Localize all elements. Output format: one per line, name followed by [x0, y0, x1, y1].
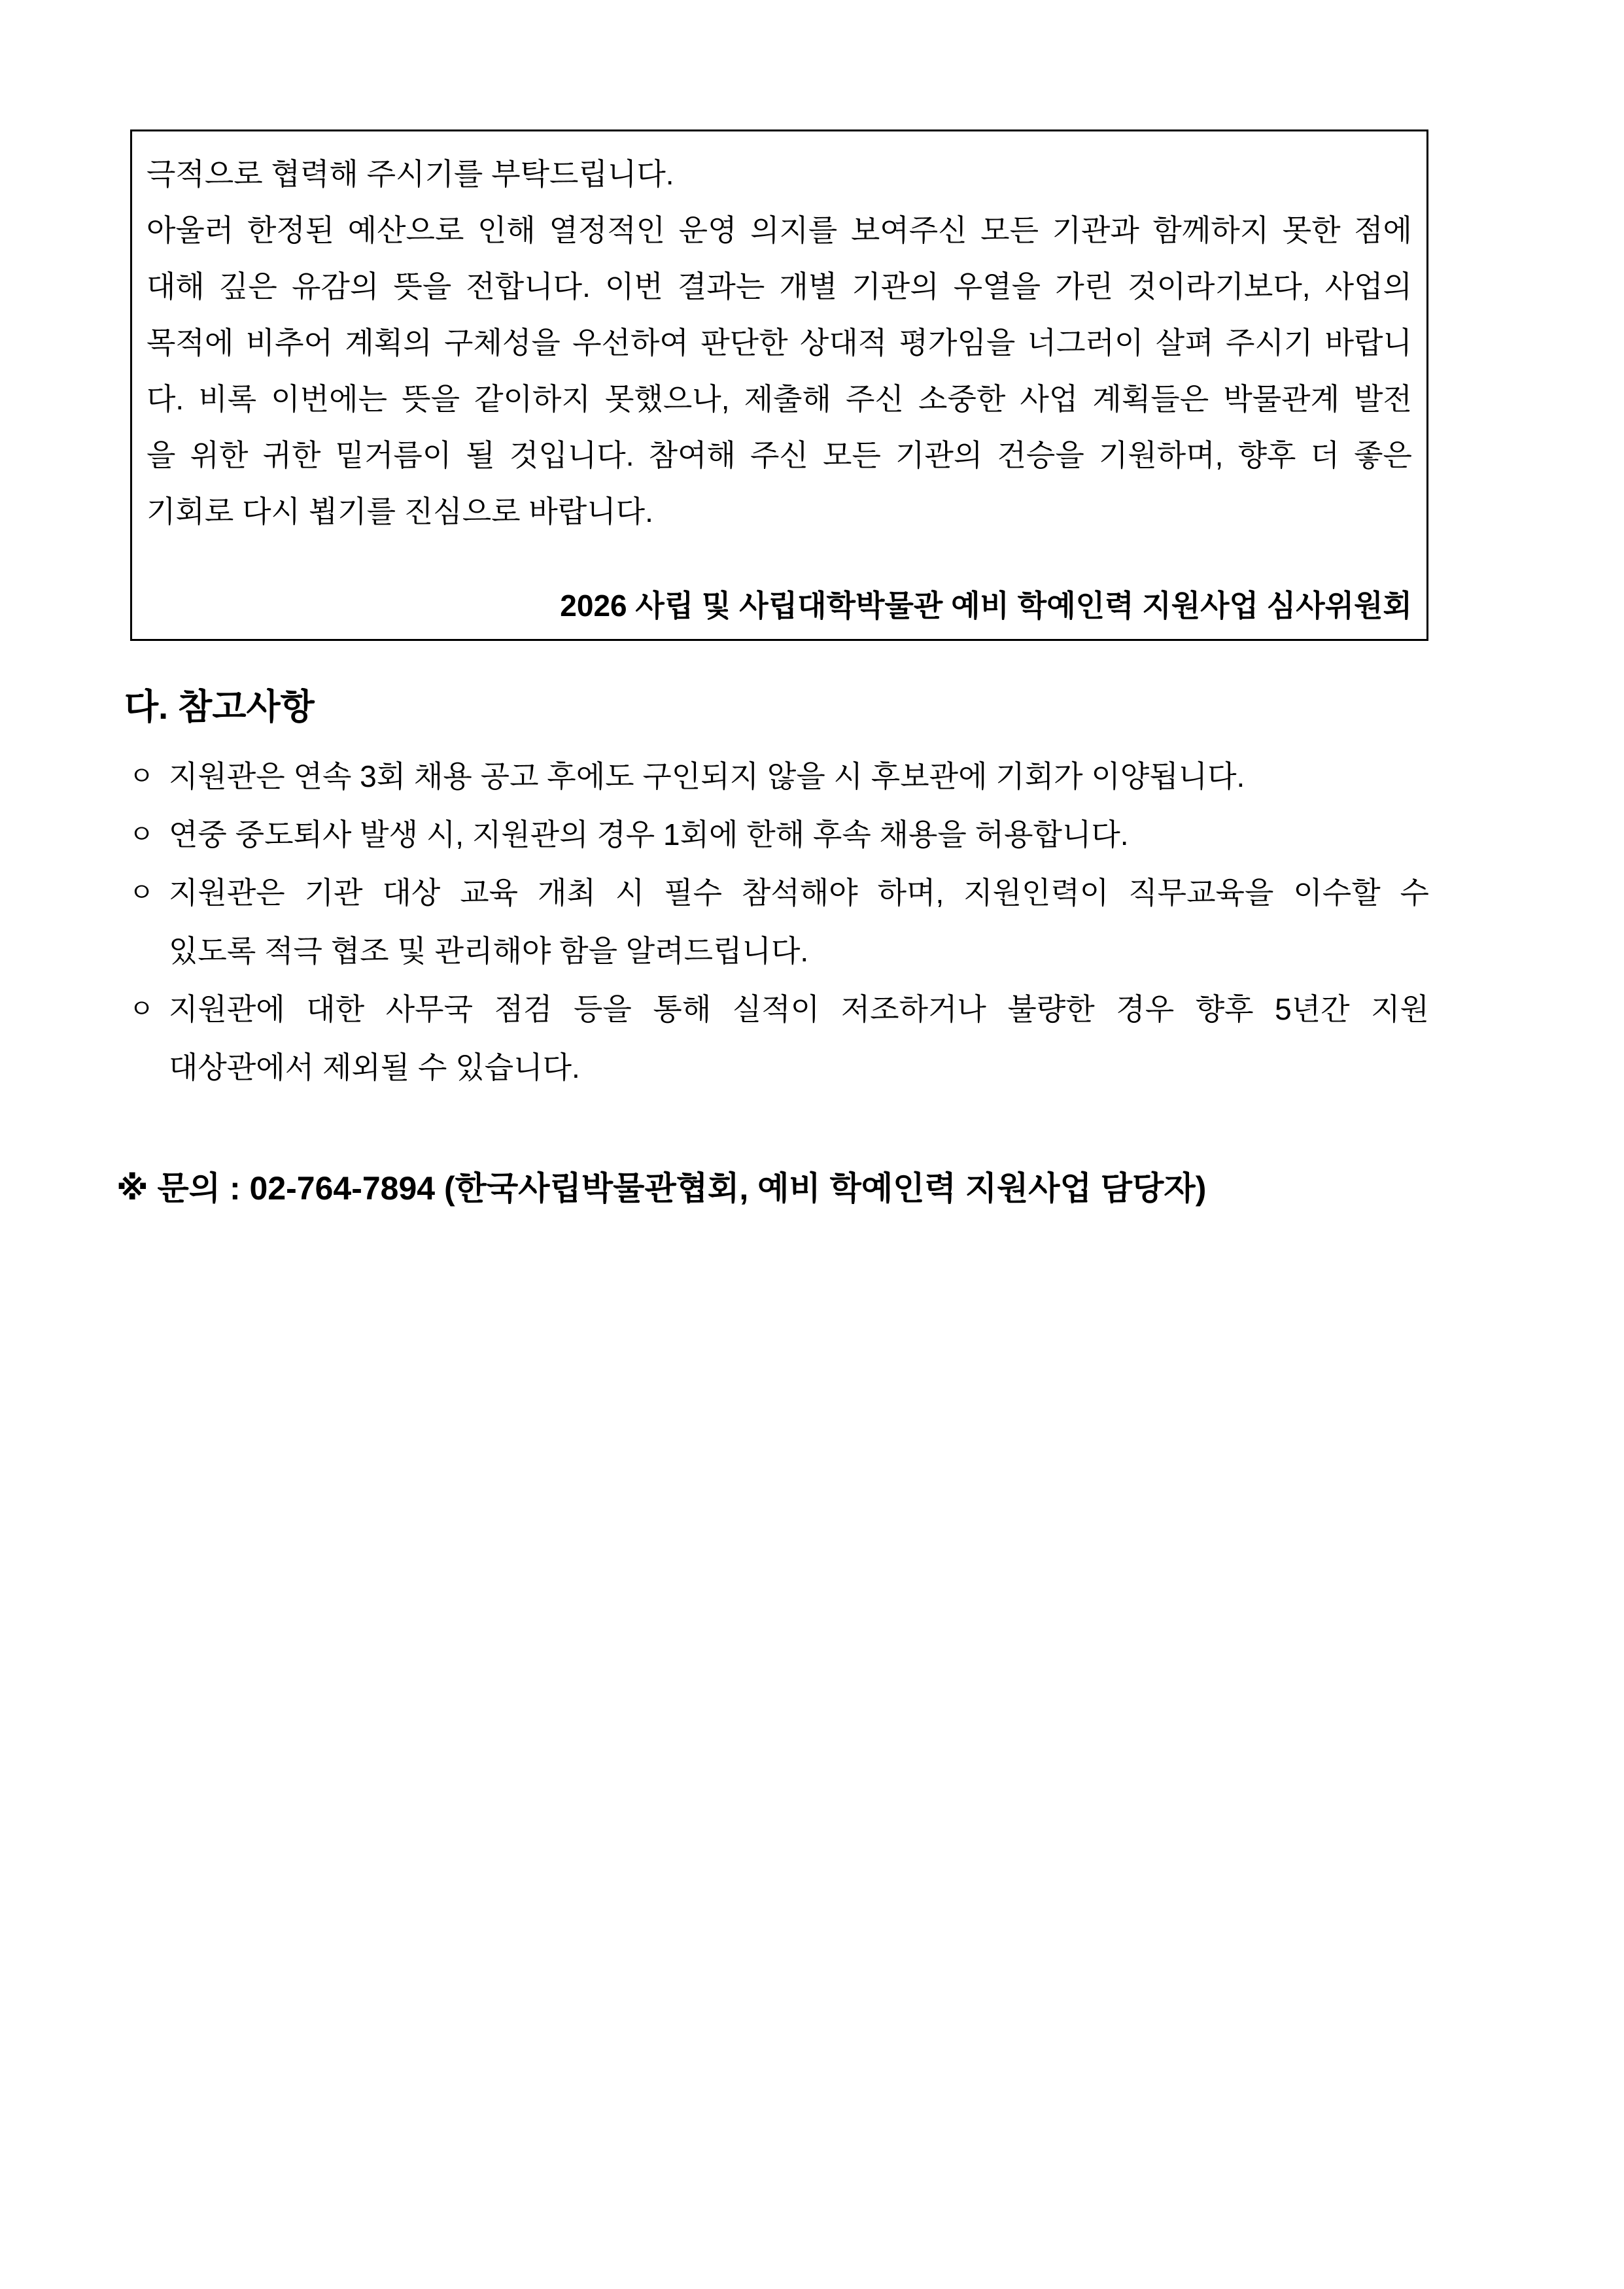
list-item: [129, 864, 1429, 980]
notice-line: 대해 깊은 유감의 뜻을 전합니다. 이번 결과는 개별 기관의 우열을 가린 것이라기보다, 사업의: [147, 269, 1412, 303]
list-item: [129, 980, 1429, 1097]
reference-notes-list: [129, 748, 1429, 1097]
bullet-marker: ㅇ: [129, 820, 154, 849]
bullet-text: [169, 806, 1429, 864]
notice-line: 다. 비록 이번에는 뜻을 같이하지 못했으나, 제출해 주신 소중한 사업 계획들은 박물관계 발전: [147, 382, 1412, 416]
notice-box: [130, 129, 1428, 641]
bullet-line: 대상관에서 제외될 수 있습니다.: [169, 1050, 580, 1084]
notice-line: 을 위한 귀한 밑거름이 될 것입니다. 참여해 주신 모든 기관의 건승을 기원하며, 향후 더 좋은: [147, 438, 1412, 472]
bullet-text: [169, 980, 1429, 1097]
bullet-text: [169, 864, 1429, 980]
notice-line: 아울러 한정된 예산으로 인해 열정적인 운영 의지를 보여주신 모든 기관과 함께하지 못한 점에: [147, 213, 1412, 247]
list-item: [129, 748, 1429, 806]
bullet-line: 지원관은 연속 3회 채용 공고 후에도 구인되지 않을 시 후보관에 기회가 이양됩니다.: [169, 759, 1245, 793]
bullet-marker: ㅇ: [129, 878, 154, 907]
bullet-marker: ㅇ: [129, 995, 154, 1024]
bullet-line: 연중 중도퇴사 발생 시, 지원관의 경우 1회에 한해 후속 채용을 허용합니다.: [169, 818, 1129, 852]
contact-line: ※ 문의 : 02-764-7894 (한국사립박물관협회, 예비 학예인력 지원사업 담당자): [116, 1170, 1207, 1207]
notice-line: 극적으로 협력해 주시기를 부탁드립니다.: [147, 157, 674, 191]
bullet-line: 지원관은 기관 대상 교육 개최 시 필수 참석해야 하며, 지원인력이 직무교육을 이수할 수: [169, 876, 1429, 910]
notice-line: 기회로 다시 뵙기를 진심으로 바랍니다.: [147, 494, 653, 528]
bullet-marker: ㅇ: [129, 762, 154, 791]
signature-line: 2026 사립 및 사립대학박물관 예비 학예인력 지원사업 심사위원회: [560, 589, 1412, 623]
bullet-text: [169, 748, 1429, 806]
list-item: [129, 806, 1429, 864]
bullet-line: 있도록 적극 협조 및 관리해야 함을 알려드립니다.: [169, 934, 809, 968]
section-heading: 다. 참고사항: [124, 687, 315, 727]
notice-line: 목적에 비추어 계획의 구체성을 우선하여 판단한 상대적 평가임을 너그러이 살펴 주시기 바랍니: [147, 326, 1412, 360]
bullet-line: 지원관에 대한 사무국 점검 등을 통해 실적이 저조하거나 불량한 경우 향후 5년간 지원: [169, 992, 1429, 1026]
